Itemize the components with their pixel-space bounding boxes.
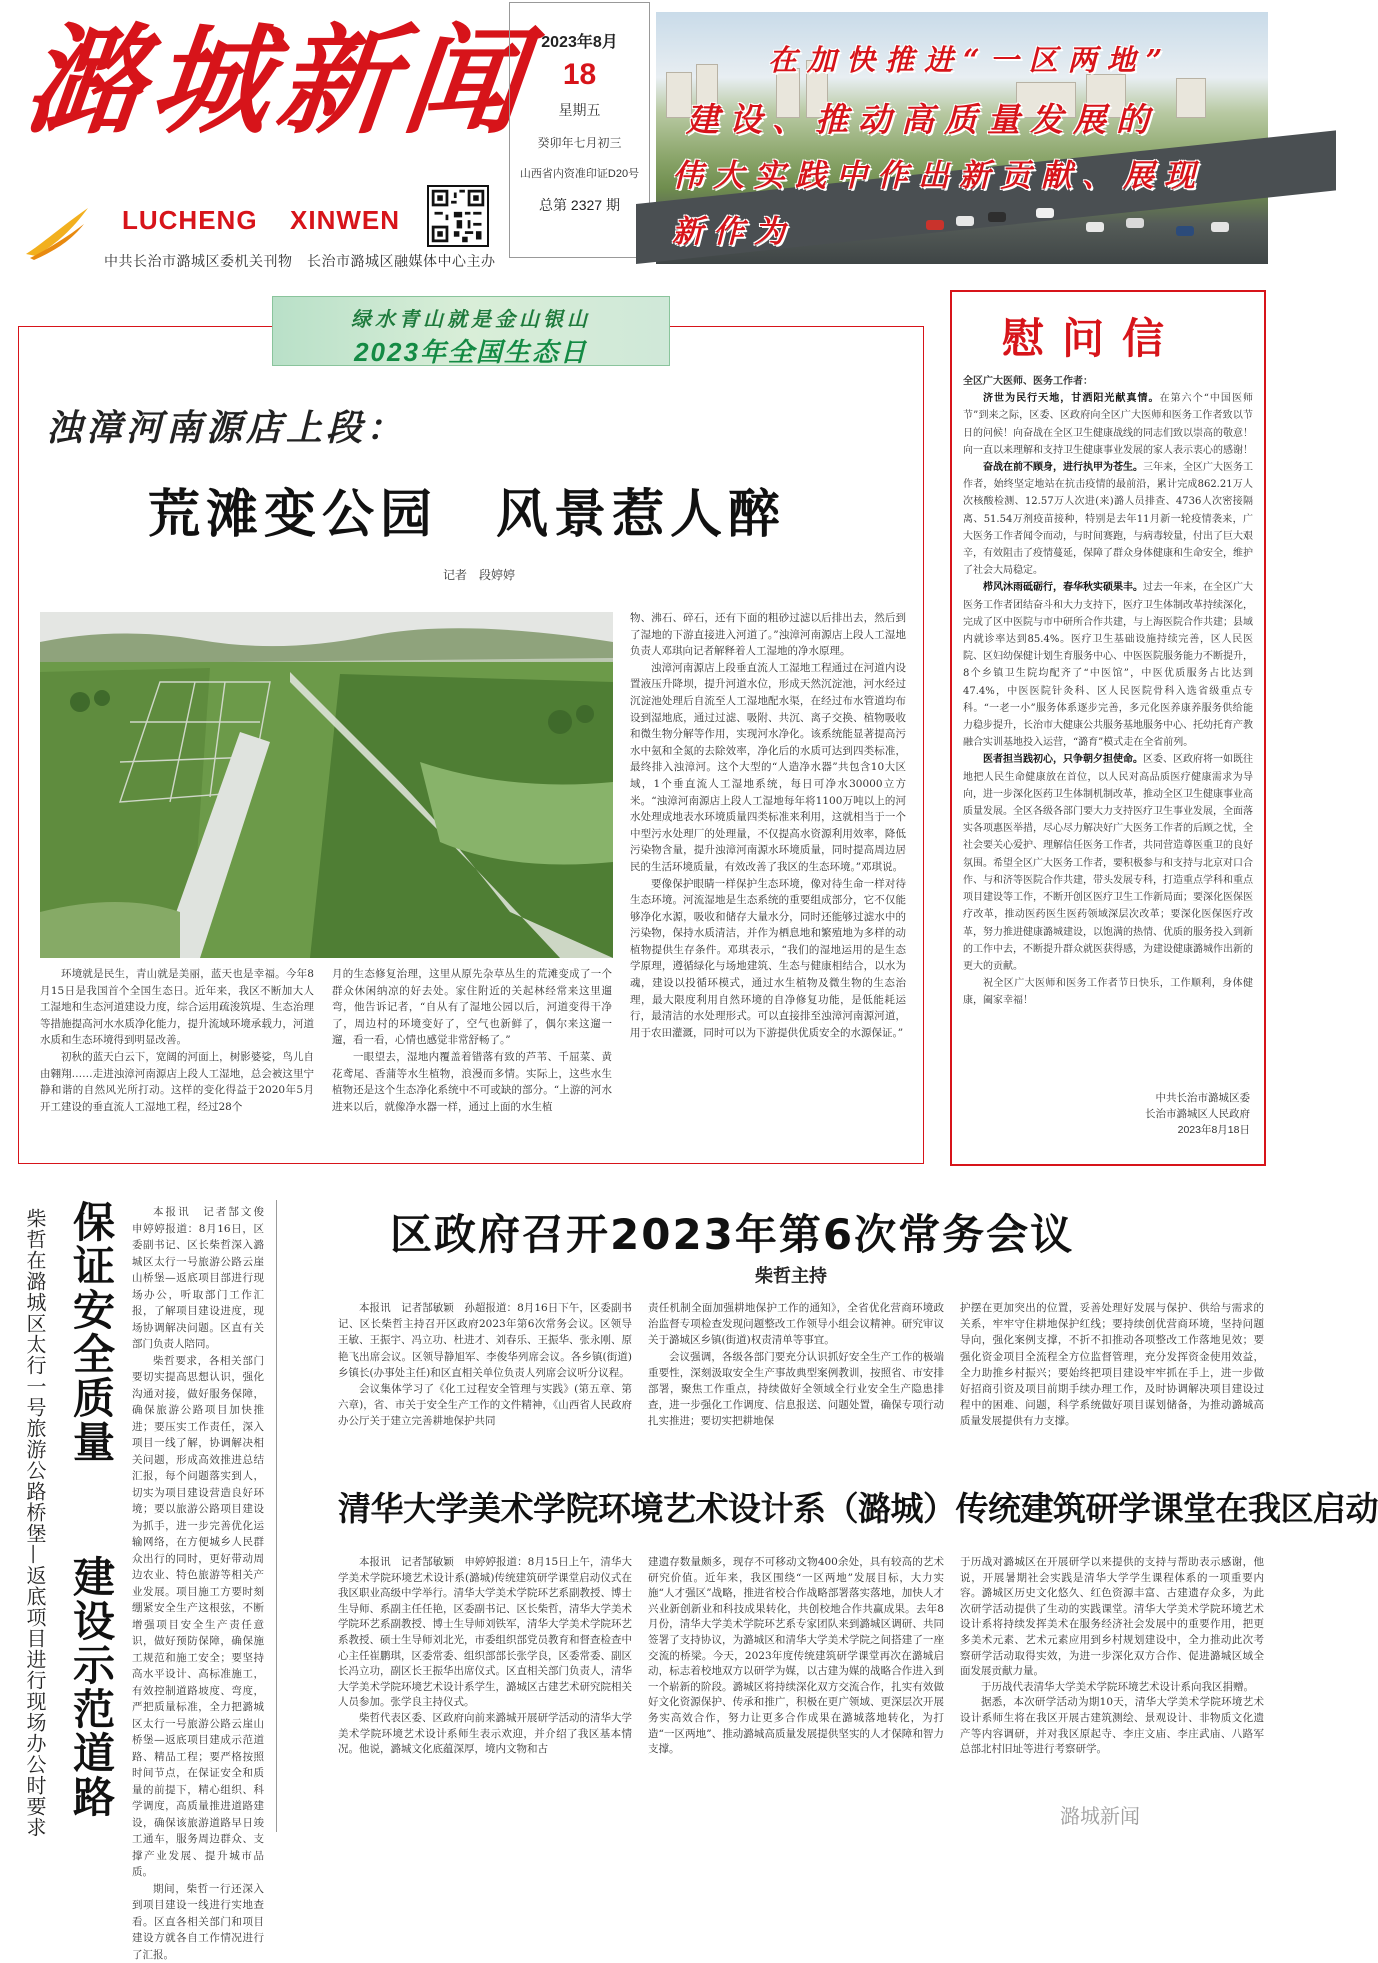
letter-para: 医者担当践初心，只争朝夕担使命。区委、区政府将一如既往地把人民生命健康放在首位，以人民对高品质医疗健康需求为导向，进一步深化医药卫生体制机制改革，推动全区卫生健康事业高质量发展。全区各级各部门要大力支持医疗卫生事业发展，全面落实各项惠医举措，尽心尽力解决好广大医务工作者的后顾之忧，全社会要关心爱护、理解信任医务工作者，共同营造尊医重卫的良好氛围。希望全区广大医务工作者，要积极参与和支持与北京对口合作、与和济等医院合作共建，带头发展专科，打造重点学科和重点项目建设等工作，不断开创区医疗卫生工作新局面；要深化医保医疗改革，推动医药医生医药领域深层次改革；要深化医保医疗改革，努力推进健康潞城建设，以饱满的热情、优质的服务投入到新的工作中去，不断提升群众就医获得感，为建设健康潞城作出新的更大的贡献。 (963, 751, 1253, 975)
meeting-column-1 (338, 1300, 632, 1430)
meeting-headline: 区政府召开2023年第6次常务会议 (390, 1202, 1074, 1262)
letter-para: 栉风沐雨砥砺行，春华秋实硕果丰。过去一年来，在全区广大医务工作者团结奋斗和大力支持下，医疗卫生体制改革持续深化，完成了区中医院与市中研所合作共建，与上海医院合作共建；县域内就诊率达到85.4%。医疗卫生基础设施持续完善，区人民医院、区妇幼保健计划生育服务中心、中医医院服务能力不断提升，8个乡镇卫生院均配齐了“中医馆”，中医优质服务占比达到47.4%，中医医院针灸科、区人民医院骨科入选省级重点专科。“一老一小”服务体系逐步完善，多元化医养康养服务供给能力稳步提升，长治市大健康公共服务基地服务中心、托幼托育产教融合实训基地投入运营，“潞育”模式走在全省前列。 (963, 579, 1253, 751)
date-day: 18 (510, 58, 649, 92)
tsinghua-col1-para: 柴哲代表区委、区政府向前来潞城开展研学活动的清华大学美术学院环境艺术设计系师生表示欢迎，并介绍了我区基本情况。他说，潞城文化底蕴深厚，境内文物和古 (338, 1711, 632, 1758)
meeting-column-3 (960, 1300, 1264, 1430)
meeting-col1-para: 本报讯 记者郜敏颖 孙超报道：8月16日下午，区委副书记、区长柴哲主持召开区政府2023年第6次常务会议。区领导王敏、王振宇、冯立功、杜进才、刘春乐、王振华、张永刚、原艳飞出席会议。区领导静旭军、李俊华列席会议。各乡镇(街道)乡镇长(办事处主任)和区直相关单位负责人列席会议听分议程。 (338, 1300, 632, 1381)
slogan-banner-photo (656, 12, 1268, 264)
tsinghua-col1-para: 本报讯 记者郜敏颖 申婷婷报道：8月15日上午，清华大学美术学院环境艺术设计系(潞城)传统建筑研学课堂启动仪式在我区职业高级中学举行。清华大学美术学院环艺系副教授、博士生导师、系副主任任艳，区委副书记、区长柴哲，清华大学美术学院环艺系副教授、博士生导师刘铁军，清华大学美术学院环艺系教授、硕士生导师刘北光，市委组织部党员教育和督查检查中心主任崔鹏琪，区委常委、组织部部长张学良，区委常委、副区长冯立功，副区长王振华出席仪式。区直相关部门负责人，清华大学美术学院环境艺术设计系学生，潞城区古建艺术研究院相关人员参加。张学良主持仪式。 (338, 1555, 632, 1711)
side-story-headline-1: 保证安全质量 (60, 1200, 116, 1464)
date-box (509, 2, 650, 258)
letter-para: 奋战在前不顾身，进行执甲为苍生。三年来，全区广大医务工作者，始终坚定地站在抗击疫情的最前沿，累计完成862.21万人次核酸检测、12.57万人次进(来)潞人员排查、4736人次密接隔离、51.54万剂疫苗接种，特别是去年11月新一轮疫情袭来，广大医务工作者闻令而动，与时间赛跑，与病毒较量，付出了巨大艰辛，有效阻击了疫情蔓延，保障了群众身体健康和生命安全，维护了社会大局稳定。 (963, 459, 1253, 579)
signature-government: 长治市潞城区人民政府 (1100, 1106, 1250, 1122)
ecology-day-badge (272, 296, 670, 366)
masthead (0, 0, 1280, 275)
tsinghua-col2-para: 建遗存数量颇多，现存不可移动文物400余处，具有较高的艺术研究价值。近年来，我区围绕“一区两地”发展目标，大力实施“人才强区”战略，推进省校合作战略部署落实落地，加快人才兴业新创新业和科技成果转化，共创校地合作共赢成果。去年8月份，清华大学美术学院环艺系专家团队来到潞城区调研、共同签署了支持协议，为潞城区和清华大学美术学院之间搭建了一座交流的桥梁。今天，2023年度传统建筑研学课堂再次在潞城启动，标志着校地双方以研学为媒，以古建为媒的战略合作进入到一个崭新的阶段。潞城区将持续深化双方交流合作，扎实有效做好文化资源保护、传承和推广，积极在更广领域、更深层次开展务实高效合作，努力让更多合作成果在潞城落地转化，为打造“一区两地”、推动潞城高质量发展提供坚实的人才保障和智力支撑。 (648, 1555, 944, 1758)
letter-para: 祝全区广大医师和医务工作者节日快乐，工作顺利，身体健康，阖家幸福！ (963, 975, 1253, 1009)
wetland-aerial-photo (40, 612, 613, 958)
side-story-headline-2: 建设示范道路 (60, 1555, 116, 1819)
condolence-letter-body (963, 373, 1253, 1010)
lead-column-1 (40, 966, 314, 1115)
lead-column-3 (630, 610, 906, 1041)
issue-number: 总第 2327 期 (510, 195, 649, 215)
tsinghua-col3-para: 于历战对潞城区在开展研学以来提供的支持与帮助表示感谢，他说，开展暑期社会实践是清华大学学生课程体系的一项重要内容。潞城区历史文化悠久、红色资源丰富、古建遗存众多，为此次研学活动提供了生动的实践课堂。清华大学美术学院环境艺术设计系将持续发挥美术在服务经济社会发展中的重要作用，把更多美术元素、艺术元素应用到乡村规划建设中，全力推动此次考察研学活动取得实效，为进一步深化双方合作、促进潞城区域全面发展贡献力量。 (960, 1555, 1264, 1680)
side-story-subheading: 柴哲在潞城区太行一号旅游公路桥堡—返底项目进行现场办公时要求 (16, 1208, 46, 1838)
side-story-para: 期间，柴哲一行还深入到项目建设一线进行实地查看。区直各相关部门和项目建设方就各自工作情况进行了汇报。 (132, 1881, 264, 1963)
side-story-para: 柴哲要求，各相关部门要切实提高思想认识，强化沟通对接，做好服务保障，确保旅游公路项目加快推进；要压实工作责任，深入项目一线了解，协调解决相关问题，形成高效推进总结汇报，每个问题落实到人，切实为项目建设营造良好环境；要以旅游公路项目建设为抓手，进一步完善优化运输网络，在方便城乡人民群众出行的同时，更好带动周边农业、特色旅游等相关产业发展。项目施工方要时刻绷紧安全生产这根弦，不断增强项目安全生产责任意识，做好预防保障，确保施工规范和施工安全；要坚持高水平设计、高标准施工，有效控制道路坡度、弯度，严把质量标准，全力把潞城区太行一号旅游公路云崖山桥堡—返底项目建成示范道路、精品工程；要严格按照时间节点，在保证安全和质量的前提下，精心组织、科学调度，高质量推进道路建设，确保该旅游道路早日竣工通车，服务周边群众、支撑产业发展、提升城市品质。 (132, 1353, 264, 1881)
wechat-watermark: 潞城新闻 (1060, 1800, 1140, 1829)
date-lunar: 癸卯年七月初三 (510, 134, 649, 151)
lead-col3-para: 物、沸石、碎石，还有下面的粗砂过滤以后排出去，然后到了湿地的下游直接进入河道了。”浊漳河南源店上段人工湿地负责人邓琪向记者解释着人工湿地的净水原理。 (630, 610, 906, 660)
logo-pinyin-xinwen: XINWEN (290, 205, 400, 236)
slogan-line-4: 新作为 (672, 206, 795, 251)
date-weekday: 星期五 (510, 100, 649, 120)
slogan-line-3: 伟大实践中作出新贡献、展现 (672, 150, 1205, 195)
meeting-col3-para: 护摆在更加突出的位置，妥善处理好发展与保护、供给与需求的关系，牢牢守住耕地保护红线；要持续创优营商环境，坚持问题导向，强化案例支撑，不折不扣推动各项整改工作落地见效；要强化资金项目全流程全方位监督管理，充分发挥资金使用效益，全力助推乡村振兴；要始终把项目建设牢牢抓在手上，进一步做好招商引资及项目前期手续办理工作，及时协调解决项目建设过程中的困难、问题，科学系统做好项目谋划储备，为推动潞城高质量发展提供有力支撑。 (960, 1300, 1264, 1430)
meeting-column-2 (648, 1300, 944, 1430)
eco-badge-line-1: 绿水青山就是金山银山 (273, 303, 669, 332)
date-year-month: 2023年8月 (510, 29, 649, 52)
lead-headline: 荒滩变公园 风景惹人醉 (148, 472, 786, 547)
lead-byline: 记者 段婷婷 (443, 566, 515, 583)
lead-col3-para: 浊漳河南源店上段垂直流人工湿地工程通过在河道内设置液压升降坝，提升河道水位，形成天然沉淀池，河水经过沉淀池处理后自流至人工湿地配水渠，在经过布水管道均布设到湿地底，通过过滤、吸附、共沉、离子交换、植物吸收和微生物分解等作用，实现河水净化。该系统能显著提高污水中氨和全氮的去除效率，净化后的水质可达到四类标准，最终排入浊漳河。这个大型的“人造净水器”共包含10大区域，1个垂直流人工湿地系统，每日可净水30000立方米。“浊漳河南源店上段人工湿地每年将1100万吨以上的河水处理成地表水环境质量四类标准来利用，这就相当于一个中型污水处理厂的处理量，不仅提高水资源利用效率，降低污染物含量，提升浊漳河南源水环境质量，同时提高周边居民的生活环境质量，有效改善了我区的生态环境。”邓琪说。 (630, 660, 906, 876)
host-line: 中共长治市潞城区委机关刊物 长治市潞城区融媒体中心主办 (104, 251, 496, 271)
meeting-col2-para: 会议强调，各级各部门要充分认识抓好安全生产工作的极端重要性，深刻汲取安全生产事故典型案例教训，按照省、市安排部署，聚焦工作重点，持续做好全领域全行业安全生产隐患排查，进一步强化工作调度、信息报送、问题处置，确保专项行动扎实推进；要切实把耕地保 (648, 1349, 944, 1430)
logo-pinyin-lucheng: LUCHENG (122, 205, 258, 236)
column-divider (276, 1200, 277, 1832)
tsinghua-column-1 (338, 1555, 632, 1758)
eco-badge-line-2: 2023年全国生态日 (273, 332, 669, 369)
wetland-photo-drawing (40, 612, 613, 958)
meeting-col1-para: 会议集体学习了《化工过程安全管理与实践》(第五章、第六章)，省、市关于安全生产工作的文件精神，《山西省人民政府办公厅关于建立完善耕地保护共同 (338, 1381, 632, 1430)
signature-party-committee: 中共长治市潞城区委 (1100, 1090, 1250, 1106)
lead-col2-para: 月的生态修复治理，这里从原先杂草丛生的荒滩变成了一个群众休闲纳凉的好去处。家住附近的关起林经常来这里遛弯，他告诉记者，“自从有了湿地公园以后，河道变得干净了，周边村的环境变好了，空气也新鲜了，偶尔来这遛一遛，看一看，心情也感觉非常舒畅了。” (332, 966, 612, 1049)
lead-col2-para: 一眼望去，湿地内覆盖着错落有致的芦苇、千屈菜、黄花鸢尾、香蒲等水生植物，浪漫而多情。实际上，这些水生植物还是这个生态净化系统中不可或缺的部分。“上游的河水进来以后，就像净水器一样，通过上面的水生植 (332, 1049, 612, 1115)
condolence-letter-title: 慰问信 (1002, 306, 1182, 366)
meeting-col2-para: 责任机制全面加强耕地保护工作的通知》，全省优化营商环境政治监督专项检查发现问题整改工作领导小组会议精神。研究审议关于潞城区乡镇(街道)权责清单等事宜。 (648, 1300, 944, 1349)
tsinghua-headline: 清华大学美术学院环境艺术设计系（潞城）传统建筑研学课堂在我区启动 (338, 1483, 1258, 1530)
letter-signature (1100, 1090, 1250, 1138)
letter-para: 济世为民行天地，甘洒阳光献真情。在第六个“中国医师节”到来之际，区委、区政府向全区广大医师和医务工作者致以节日的问候！向奋战在全区卫生健康战线的同志们致以崇高的敬意！向一直以来理解和支持卫生健康事业发展的家人表示衷心的感谢！ (963, 390, 1253, 459)
letter-salutation: 全区广大医师、医务工作者： (963, 373, 1253, 390)
slogan-line-2: 建设、推动高质量发展的 (686, 94, 1159, 141)
slogan-line-1: 在加快推进“一区两地” (768, 38, 1172, 79)
lead-col3-para: 要像保护眼睛一样保护生态环境，像对待生命一样对待生态环境。河流湿地是生态系统的重要组成部分，它不仅能够净化水源，吸收和储存大量水分，同时还能够过滤水中的污染物，保持水质清洁，并作为栖息地和繁殖地为多样的动植物提供生存条件。邓琪表示，“我们的湿地运用的是生态学原理，遵循绿化与场地建筑、生态与健康相结合，以水为魂，建设以投循环模式，通过水生植物及微生物的生态治理，最大限度利用自然环境的自净修复功能，是低能耗运行，最清洁的水处理形式。可以直接排至浊漳河南源河道，用于农田灌溉，同时可以为下游提供优质安全的水源保证。” (630, 876, 906, 1042)
meeting-subheading: 柴哲主持 (755, 1262, 827, 1288)
lead-col1-para: 初秋的蓝天白云下，宽阔的河面上，树影婆娑，鸟儿自由翱翔……走进浊漳河南源店上段人工湿地，总会被这里宁静和谐的自然风光所打动。这样的变化得益于2020年5月开工建设的垂直流人工湿地工程，经过28个 (40, 1049, 314, 1115)
side-story-body (132, 1204, 264, 1963)
tsinghua-col3-para: 据悉，本次研学活动为期10天，清华大学美术学院环境艺术设计系师生将在我区开展古建筑测绘、景观设计、非物质文化遗产等内容调研，并对我区原起寺、李庄文庙、李庄武庙、八路军总部北村旧址等进行考察研学。 (960, 1695, 1264, 1757)
tsinghua-col3-para: 于历战代表清华大学美术学院环境艺术设计系向我区捐赠。 (960, 1680, 1264, 1696)
tsinghua-column-3 (960, 1555, 1264, 1758)
lead-kicker: 浊漳河南源店上段： (46, 400, 406, 451)
lead-column-2 (332, 966, 612, 1115)
signature-date: 2023年8月18日 (1100, 1122, 1250, 1138)
date-license: 山西省内资准印证D20号 (510, 165, 649, 181)
qr-code-icon (427, 185, 489, 247)
side-story-para: 本报讯 记者郜文俊 申婷婷报道：8月16日，区委副书记、区长柴哲深入潞城区太行一号旅游公路云崖山桥堡—返底项目部进行现场办公，听取部门工作汇报，了解项目建设进度，现场协调解决问题。区直有关部门负责人陪同。 (132, 1204, 264, 1353)
tsinghua-column-2 (648, 1555, 944, 1758)
lead-col1-para: 环境就是民生，青山就是美丽，蓝天也是幸福。今年8月15日是我国首个全国生态日。近年来，我区不断加大人工湿地和生态河道建设力度，综合运用疏浚筑堤、生态治理等措施提高河水水质净化能力，提升流域环境承载力，河道水质和生态环境得到明显改善。 (40, 966, 314, 1049)
logo-swoosh-icon (22, 204, 92, 260)
newspaper-logo: 潞城新闻 (20, 22, 536, 140)
